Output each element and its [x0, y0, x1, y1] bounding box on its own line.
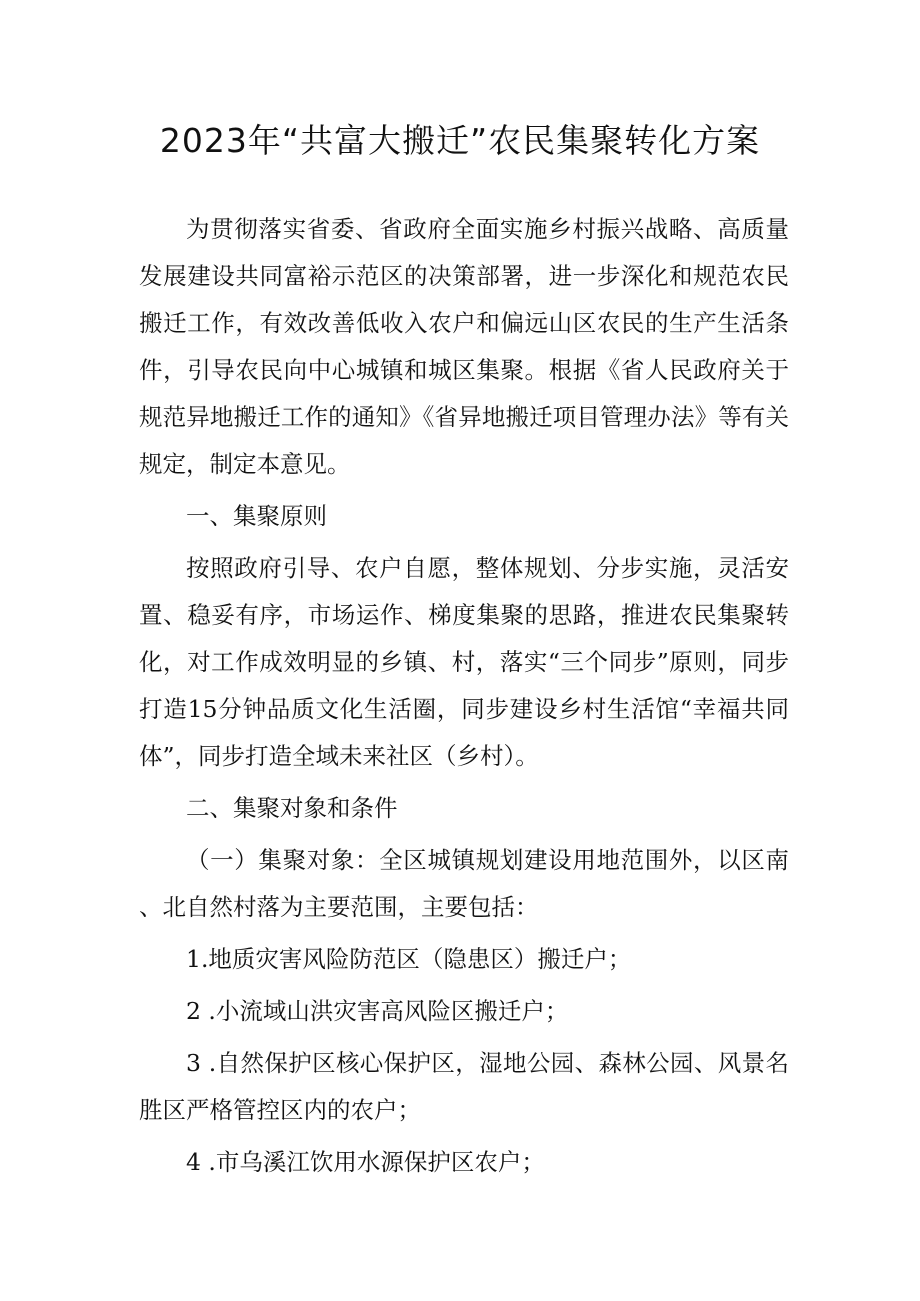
document-title: 2023年“共富大搬迁”农民集聚转化方案	[159, 121, 761, 160]
list-item: 1.地质灾害风险防范区（隐患区）搬迁户；	[186, 945, 632, 973]
principles-paragraph: 按照政府引导、农户自愿，整体规划、分步实施，灵活安置、稳妥有序，市场运作、梯度集聚的思路，推进农民集聚转化，对工作成效明显的乡镇、村，落实“三个同步”原则，同步打造15分钟品质文化生活圈，同步建设乡村生活馆“幸福共同体”，同步打造全域未来社区（乡村）。	[139, 554, 789, 770]
list-item: 3 .自然保护区核心保护区，湿地公园、森林公园、风景名胜区严格管控区内的农户；	[139, 1049, 789, 1124]
targets-paragraph: （一）集聚对象：全区城镇规划建设用地范围外，以区南、北自然村落为主要范围，主要包括：	[139, 846, 789, 921]
section-heading-principles: 一、集聚原则	[186, 502, 327, 530]
intro-paragraph: 为贯彻落实省委、省政府全面实施乡村振兴战略、高质量发展建设共同富裕示范区的决策部署，进一步深化和规范农民搬迁工作，有效改善低收入农户和偏远山区农民的生产生活条件，引导农民向中心城镇和城区集聚。根据《省人民政府关于规范异地搬迁工作的通知》《省异地搬迁项目管理办法》等有关规定，制定本意见。	[139, 215, 789, 478]
list-item: 4 .市乌溪江饮用水源保护区农户；	[186, 1148, 545, 1176]
list-item: 2 .小流域山洪灾害高风险区搬迁户；	[186, 997, 569, 1025]
document-body	[139, 206, 789, 1186]
section-heading-targets: 二、集聚对象和条件	[186, 794, 398, 822]
